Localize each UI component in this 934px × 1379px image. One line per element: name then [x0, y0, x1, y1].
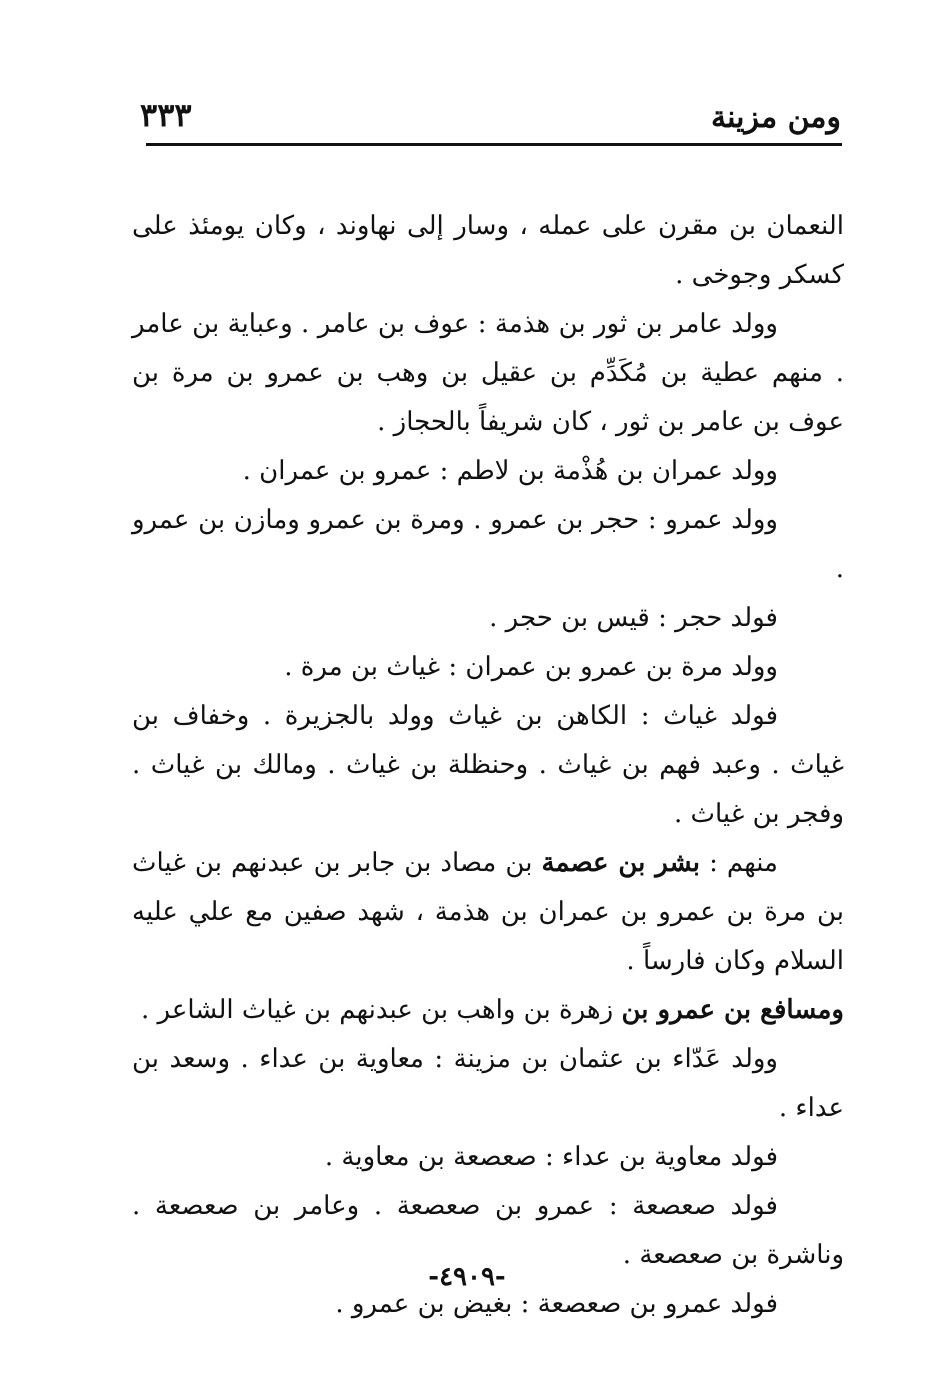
paragraph-2: وولد عامر بن ثور بن هذمة : عوف بن عامر . وعباية بن عامر . منهم عطية بن مُكَدِّم بن عقيل بن وهب بن عمرو بن مرة بن عوف بن عامر بن ثور ، كان شريفاً بالحجاز .: [132, 309, 844, 437]
paragraph-3: وولد عمران بن هُذْمة بن لاطم : عمرو بن عمران .: [242, 456, 778, 486]
person-name-musafi: ومسافع بن عمرو بن: [621, 995, 844, 1025]
paragraph-8-rest: بن مصاد بن جابر بن عبدنهم بن غياث بن مرة بن عمرو بن عمران بن هذمة ، شهد صفين مع علي عليه السلام وكان فارساً .: [132, 848, 844, 976]
paragraph-6: وولد مرة بن عمرو بن عمران : غياث بن مرة .: [284, 652, 778, 682]
running-header-page-number: ٣٣٣: [140, 96, 192, 134]
paragraph-1: النعمان بن مقرن على عمله ، وسار إلى نهاوند ، وكان يومئذ على كسكر وجوخى .: [132, 211, 844, 290]
paragraph-9-rest: زهرة بن واهب بن عبدنهم بن غياث الشاعر .: [140, 995, 622, 1025]
paragraph-7: فولد غياث : الكاهن بن غياث وولد بالجزيرة . وخفاف بن غياث . وعبد فهم بن غياث . وحنظلة بن غياث . ومالك بن غياث . وفجر بن غياث .: [132, 701, 844, 829]
paragraph-4: وولد عمرو : حجر بن عمرو . ومرة بن عمرو ومازن بن عمرو .: [132, 505, 844, 584]
paragraph-12: فولد صعصعة : عمرو بن صعصعة . وعامر بن صعصعة . وناشرة بن صعصعة .: [132, 1191, 844, 1270]
paragraph-8: [132, 839, 844, 986]
header-divider: [146, 143, 842, 146]
footer-page-marker: -٤٩٠٩-: [428, 1262, 506, 1292]
main-text: [132, 202, 844, 1329]
running-header-title: ومن مزينة: [711, 100, 841, 135]
paragraph-8-lead: منهم :: [700, 848, 778, 878]
paragraph-10: وولد عَدّاء بن عثمان بن مزينة : معاوية بن عداء . وسعد بن عداء .: [132, 1044, 844, 1123]
person-name-bishr: بشر بن عصمة: [541, 848, 701, 878]
paragraph-5: فولد حجر : قيس بن حجر .: [489, 603, 778, 633]
paragraph-13: فولد عمرو بن صعصعة : بغيض بن عمرو .: [335, 1289, 778, 1319]
paragraph-9: [132, 986, 844, 1035]
paragraph-11: فولد معاوية بن عداء : صعصعة بن معاوية .: [324, 1142, 778, 1172]
